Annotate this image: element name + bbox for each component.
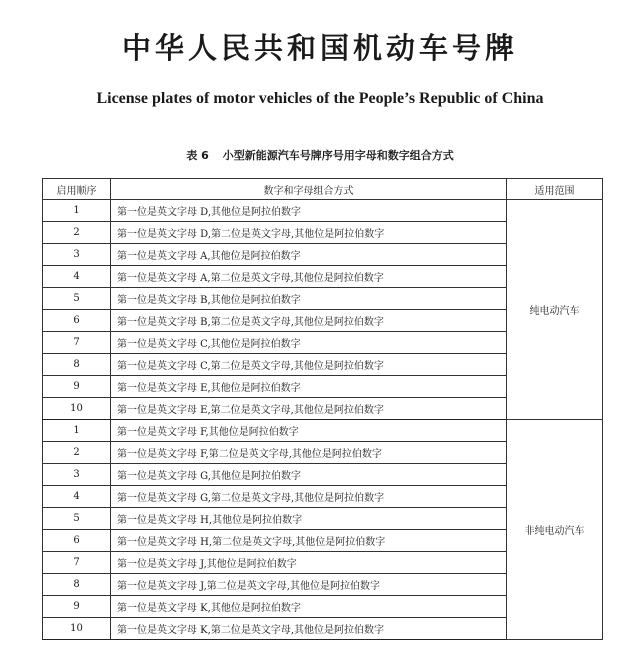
cell-rule: 第一位是英文字母 H,第二位是英文字母,其他位是阿拉伯数字 <box>111 530 507 552</box>
cell-order: 6 <box>43 310 111 332</box>
document-title: 中华人民共和国机动车号牌 <box>121 31 518 65</box>
cell-order: 1 <box>43 420 111 442</box>
cell-rule: 第一位是英文字母 E,第二位是英文字母,其他位是阿拉伯数字 <box>111 398 507 420</box>
table-caption <box>0 147 640 163</box>
table-caption-text: 小型新能源汽车号牌序号用字母和数字组合方式 <box>222 149 454 162</box>
cell-order: 7 <box>43 552 111 574</box>
cell-scope: 纯电动汽车 <box>507 200 603 420</box>
cell-order: 6 <box>43 530 111 552</box>
cell-order: 8 <box>43 354 111 376</box>
cell-rule: 第一位是英文字母 D,其他位是阿拉伯数字 <box>111 200 507 222</box>
table-number: 表 6 <box>186 149 209 162</box>
cell-order: 10 <box>43 398 111 420</box>
cell-rule: 第一位是英文字母 D,第二位是英文字母,其他位是阿拉伯数字 <box>111 222 507 244</box>
cell-order: 9 <box>43 376 111 398</box>
table-body <box>43 200 603 640</box>
table-row <box>43 200 603 222</box>
cell-rule: 第一位是英文字母 G,其他位是阿拉伯数字 <box>111 464 507 486</box>
column-header-order: 启用顺序 <box>43 179 111 200</box>
cell-order: 3 <box>43 464 111 486</box>
cell-order: 10 <box>43 618 111 640</box>
cell-order: 2 <box>43 442 111 464</box>
cell-order: 1 <box>43 200 111 222</box>
cell-rule: 第一位是英文字母 B,第二位是英文字母,其他位是阿拉伯数字 <box>111 310 507 332</box>
column-header-scope: 适用范围 <box>507 179 603 200</box>
cell-rule: 第一位是英文字母 B,其他位是阿拉伯数字 <box>111 288 507 310</box>
table-row <box>43 420 603 442</box>
cell-order: 4 <box>43 266 111 288</box>
cell-order: 8 <box>43 574 111 596</box>
cell-order: 2 <box>43 222 111 244</box>
document-subtitle: License plates of motor vehicles of the People’s Republic of China <box>96 90 544 107</box>
cell-order: 9 <box>43 596 111 618</box>
cell-order: 4 <box>43 486 111 508</box>
cell-rule: 第一位是英文字母 K,其他位是阿拉伯数字 <box>111 596 507 618</box>
cell-rule: 第一位是英文字母 F,其他位是阿拉伯数字 <box>111 420 507 442</box>
cell-rule: 第一位是英文字母 F,第二位是英文字母,其他位是阿拉伯数字 <box>111 442 507 464</box>
cell-order: 5 <box>43 288 111 310</box>
cell-rule: 第一位是英文字母 G,第二位是英文字母,其他位是阿拉伯数字 <box>111 486 507 508</box>
cell-order: 3 <box>43 244 111 266</box>
cell-rule: 第一位是英文字母 C,第二位是英文字母,其他位是阿拉伯数字 <box>111 354 507 376</box>
cell-rule: 第一位是英文字母 J,其他位是阿拉伯数字 <box>111 552 507 574</box>
plate-combination-table <box>42 178 603 640</box>
cell-scope: 非纯电动汽车 <box>507 420 603 640</box>
cell-rule: 第一位是英文字母 J,第二位是英文字母,其他位是阿拉伯数字 <box>111 574 507 596</box>
cell-rule: 第一位是英文字母 E,其他位是阿拉伯数字 <box>111 376 507 398</box>
cell-rule: 第一位是英文字母 C,其他位是阿拉伯数字 <box>111 332 507 354</box>
cell-order: 5 <box>43 508 111 530</box>
cell-rule: 第一位是英文字母 K,第二位是英文字母,其他位是阿拉伯数字 <box>111 618 507 640</box>
cell-rule: 第一位是英文字母 A,第二位是英文字母,其他位是阿拉伯数字 <box>111 266 507 288</box>
table-header-row <box>43 179 603 200</box>
cell-rule: 第一位是英文字母 H,其他位是阿拉伯数字 <box>111 508 507 530</box>
cell-rule: 第一位是英文字母 A,其他位是阿拉伯数字 <box>111 244 507 266</box>
cell-order: 7 <box>43 332 111 354</box>
column-header-rule: 数字和字母组合方式 <box>111 179 507 200</box>
